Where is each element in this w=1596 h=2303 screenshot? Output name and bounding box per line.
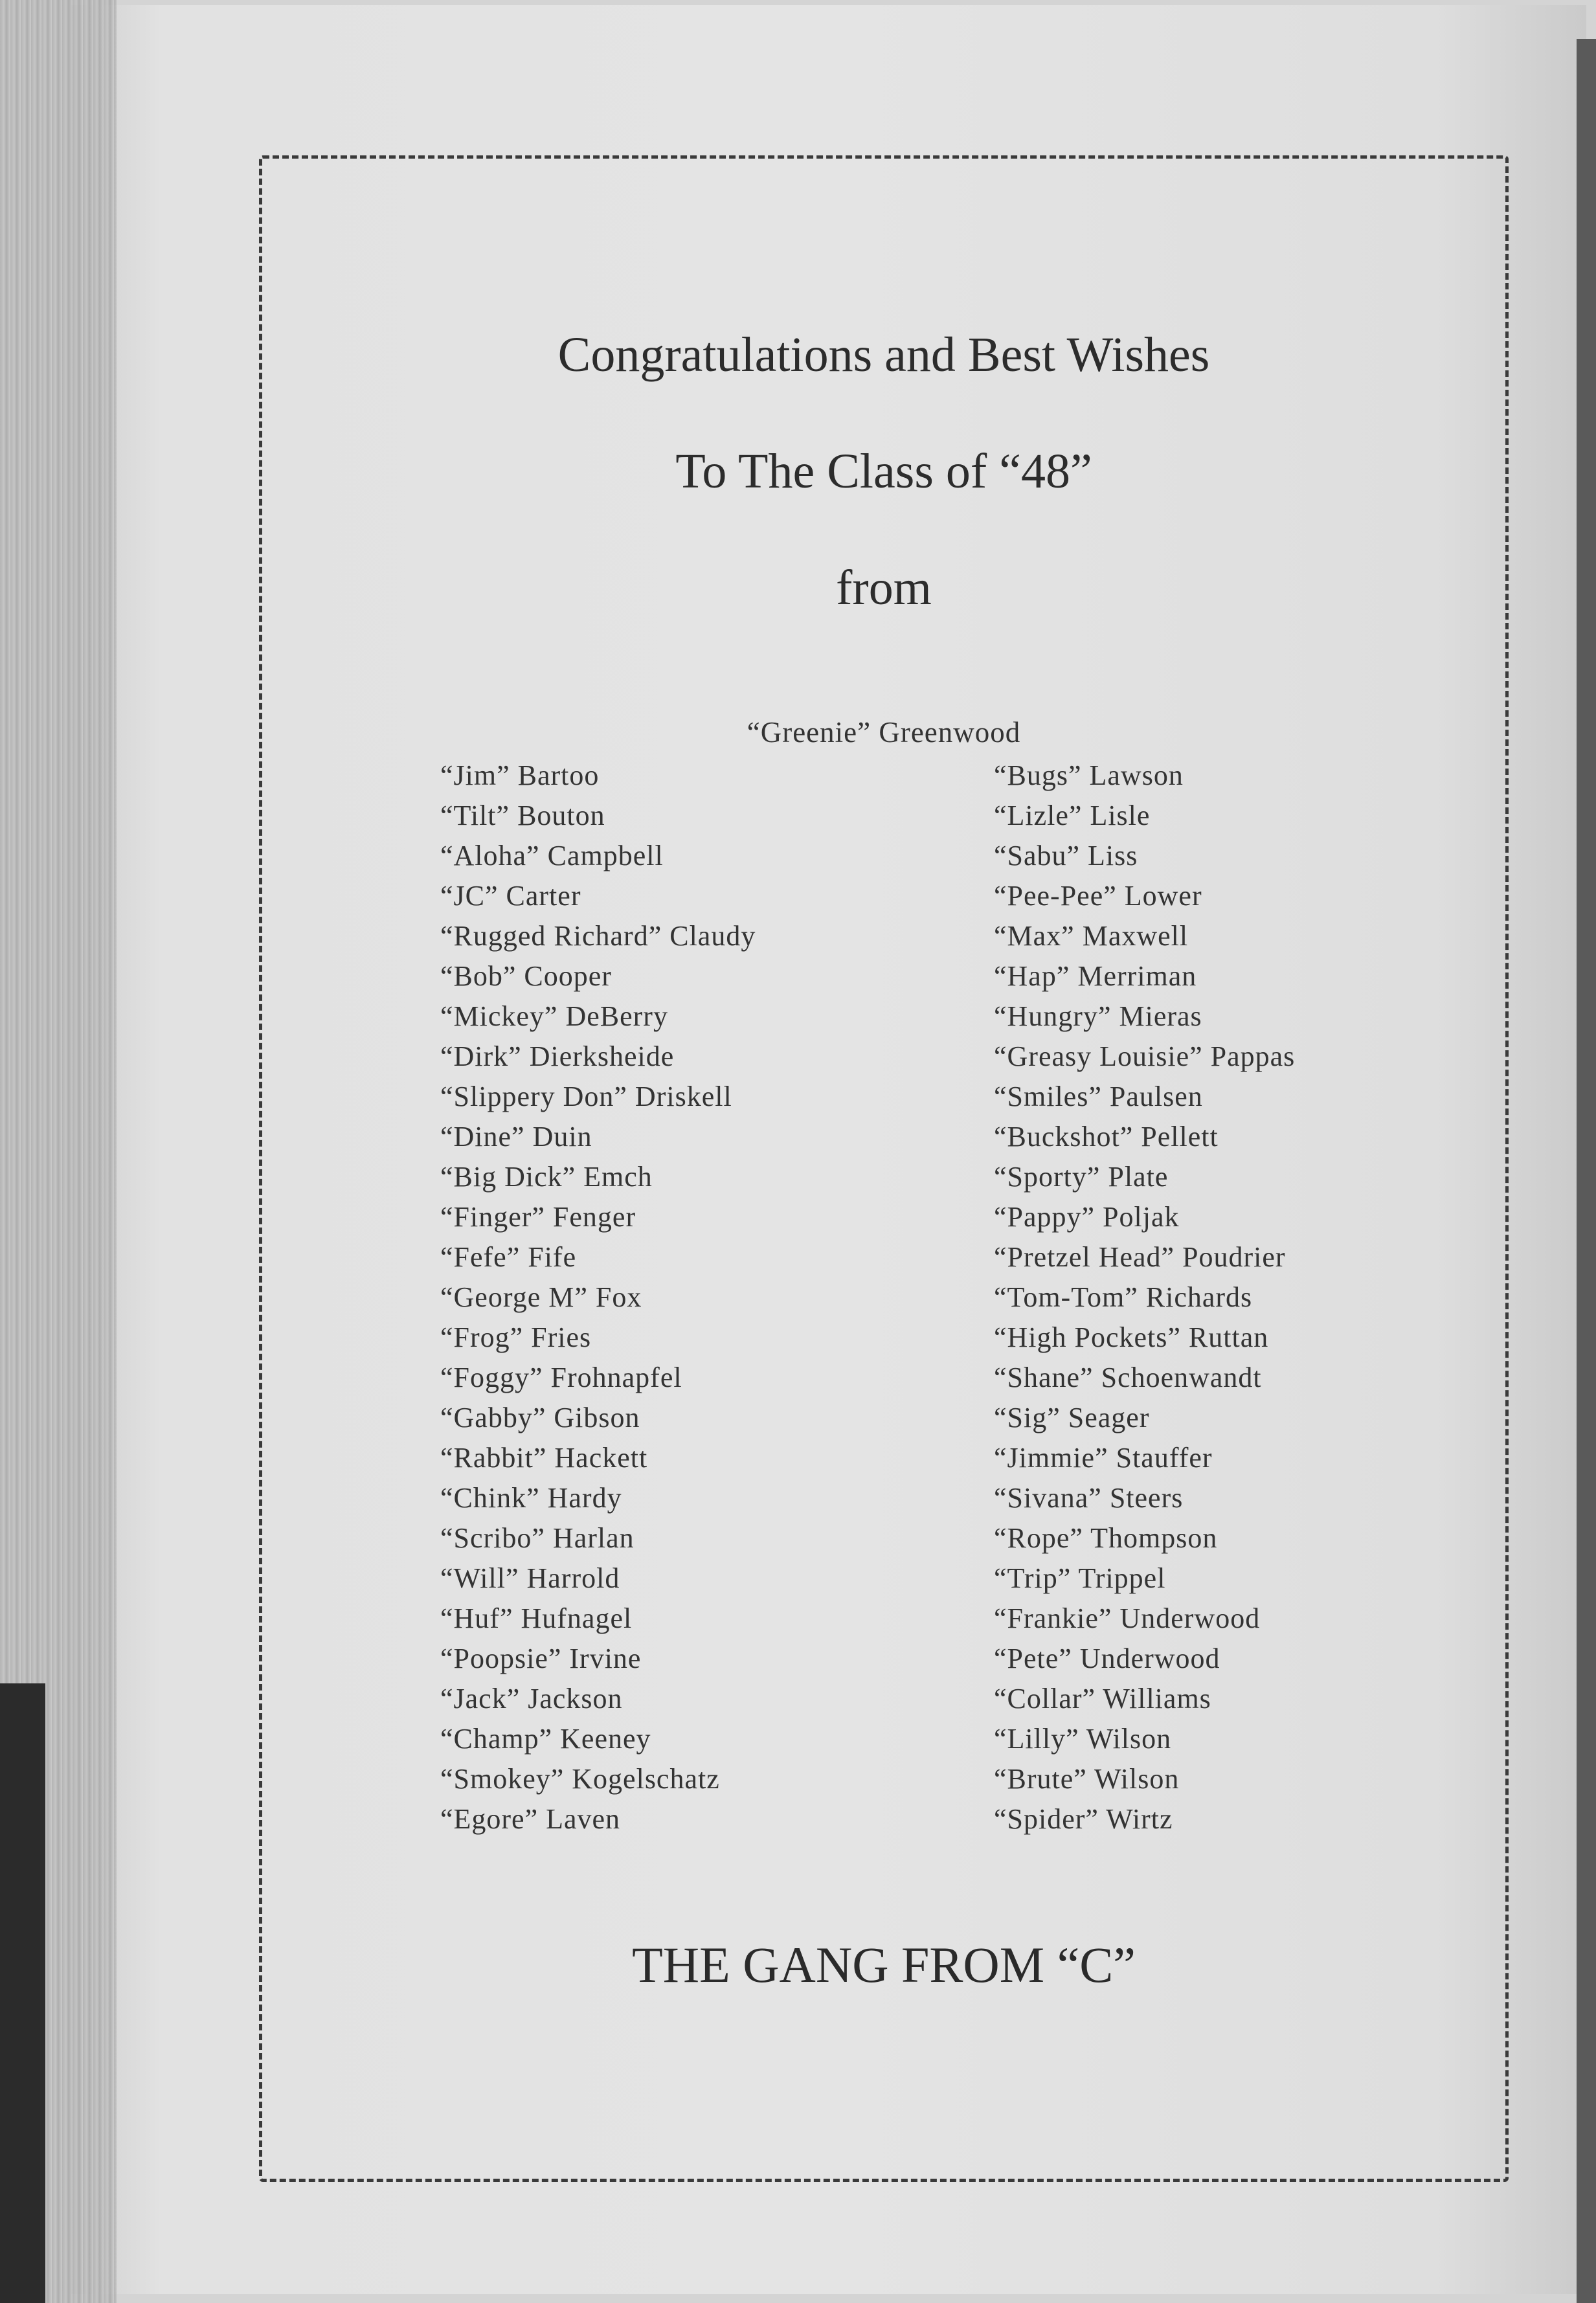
list-item: “Bob” Cooper xyxy=(440,960,612,992)
signature-gang-from-c: THE GANG FROM “C” xyxy=(632,1937,1136,1993)
list-item: “Slippery Don” Driskell xyxy=(440,1081,732,1112)
heading-congratulations: Congratulations and Best Wishes xyxy=(557,328,1210,382)
list-item: “Bugs” Lawson xyxy=(994,759,1184,791)
list-item: “Champ” Keeney xyxy=(440,1723,651,1755)
list-item: “Mickey” DeBerry xyxy=(440,1000,668,1032)
page-right-edge-shadow xyxy=(1577,39,1596,2303)
list-item: “Shane” Schoenwandt xyxy=(994,1362,1262,1393)
list-item: “Max” Maxwell xyxy=(994,920,1189,952)
list-item: “Rugged Richard” Claudy xyxy=(440,920,756,952)
list-item: “Sig” Seager xyxy=(994,1402,1150,1433)
list-item: “Jack” Jackson xyxy=(440,1683,623,1714)
list-item: “Smiles” Paulsen xyxy=(994,1081,1203,1112)
list-item: “Huf” Hufnagel xyxy=(440,1602,633,1634)
list-item: “Rabbit” Hackett xyxy=(440,1442,648,1474)
list-item: “JC” Carter xyxy=(440,880,581,912)
list-item: “Buckshot” Pellett xyxy=(994,1121,1219,1152)
featured-name: “Greenie” Greenwood xyxy=(747,716,1021,748)
list-item: “Tilt” Bouton xyxy=(440,800,605,831)
list-item: “Pete” Underwood xyxy=(994,1643,1220,1674)
list-item: “Jimmie” Stauffer xyxy=(994,1442,1213,1474)
list-item: “Egore” Laven xyxy=(440,1803,621,1835)
list-item: “Rope” Thompson xyxy=(994,1522,1218,1554)
list-item: “Chink” Hardy xyxy=(440,1482,622,1514)
list-item: “Dirk” Dierksheide xyxy=(440,1040,675,1072)
list-item: “Hungry” Mieras xyxy=(994,1000,1202,1032)
list-item: “High Pockets” Ruttan xyxy=(994,1321,1269,1353)
list-item: “Brute” Wilson xyxy=(994,1763,1180,1795)
heading-from: from xyxy=(836,561,932,615)
list-item: “Trip” Trippel xyxy=(994,1562,1166,1594)
list-item: “Sabu” Liss xyxy=(994,840,1138,871)
list-item: “Dine” Duin xyxy=(440,1121,592,1152)
list-item: “Jim” Bartoo xyxy=(440,759,600,791)
list-item: “Pee-Pee” Lower xyxy=(994,880,1202,912)
left-name-list xyxy=(440,756,756,1839)
list-item: “Collar” Williams xyxy=(994,1683,1211,1714)
list-item: “Will” Harrold xyxy=(440,1562,620,1594)
list-item: “Scribo” Harlan xyxy=(440,1522,635,1554)
list-item: “Fefe” Fife xyxy=(440,1241,577,1273)
list-item: “Lizle” Lisle xyxy=(994,800,1151,831)
heading-class-of-48: To The Class of “48” xyxy=(675,444,1092,499)
list-item: “Poopsie” Irvine xyxy=(440,1643,642,1674)
book-spine-shadow xyxy=(0,1683,45,2303)
list-item: “Aloha” Campbell xyxy=(440,840,664,871)
list-item: “Sporty” Plate xyxy=(994,1161,1169,1193)
list-item: “Pretzel Head” Poudrier xyxy=(994,1241,1286,1273)
list-item: “Tom-Tom” Richards xyxy=(994,1281,1253,1313)
list-item: “Smokey” Kogelschatz xyxy=(440,1763,720,1795)
list-item: “Frankie” Underwood xyxy=(994,1602,1261,1634)
list-item: “George M” Fox xyxy=(440,1281,642,1313)
list-item: “Spider” Wirtz xyxy=(994,1803,1173,1835)
list-item: “Frog” Fries xyxy=(440,1321,592,1353)
list-item: “Lilly” Wilson xyxy=(994,1723,1172,1755)
list-item: “Big Dick” Emch xyxy=(440,1161,653,1193)
list-item: “Hap” Merriman xyxy=(994,960,1197,992)
list-item: “Pappy” Poljak xyxy=(994,1201,1180,1233)
right-name-list xyxy=(994,756,1295,1839)
list-item: “Foggy” Frohnapfel xyxy=(440,1362,682,1393)
list-item: “Sivana” Steers xyxy=(994,1482,1184,1514)
list-item: “Gabby” Gibson xyxy=(440,1402,640,1433)
list-item: “Finger” Fenger xyxy=(440,1201,636,1233)
list-item: “Greasy Louisie” Pappas xyxy=(994,1040,1296,1072)
